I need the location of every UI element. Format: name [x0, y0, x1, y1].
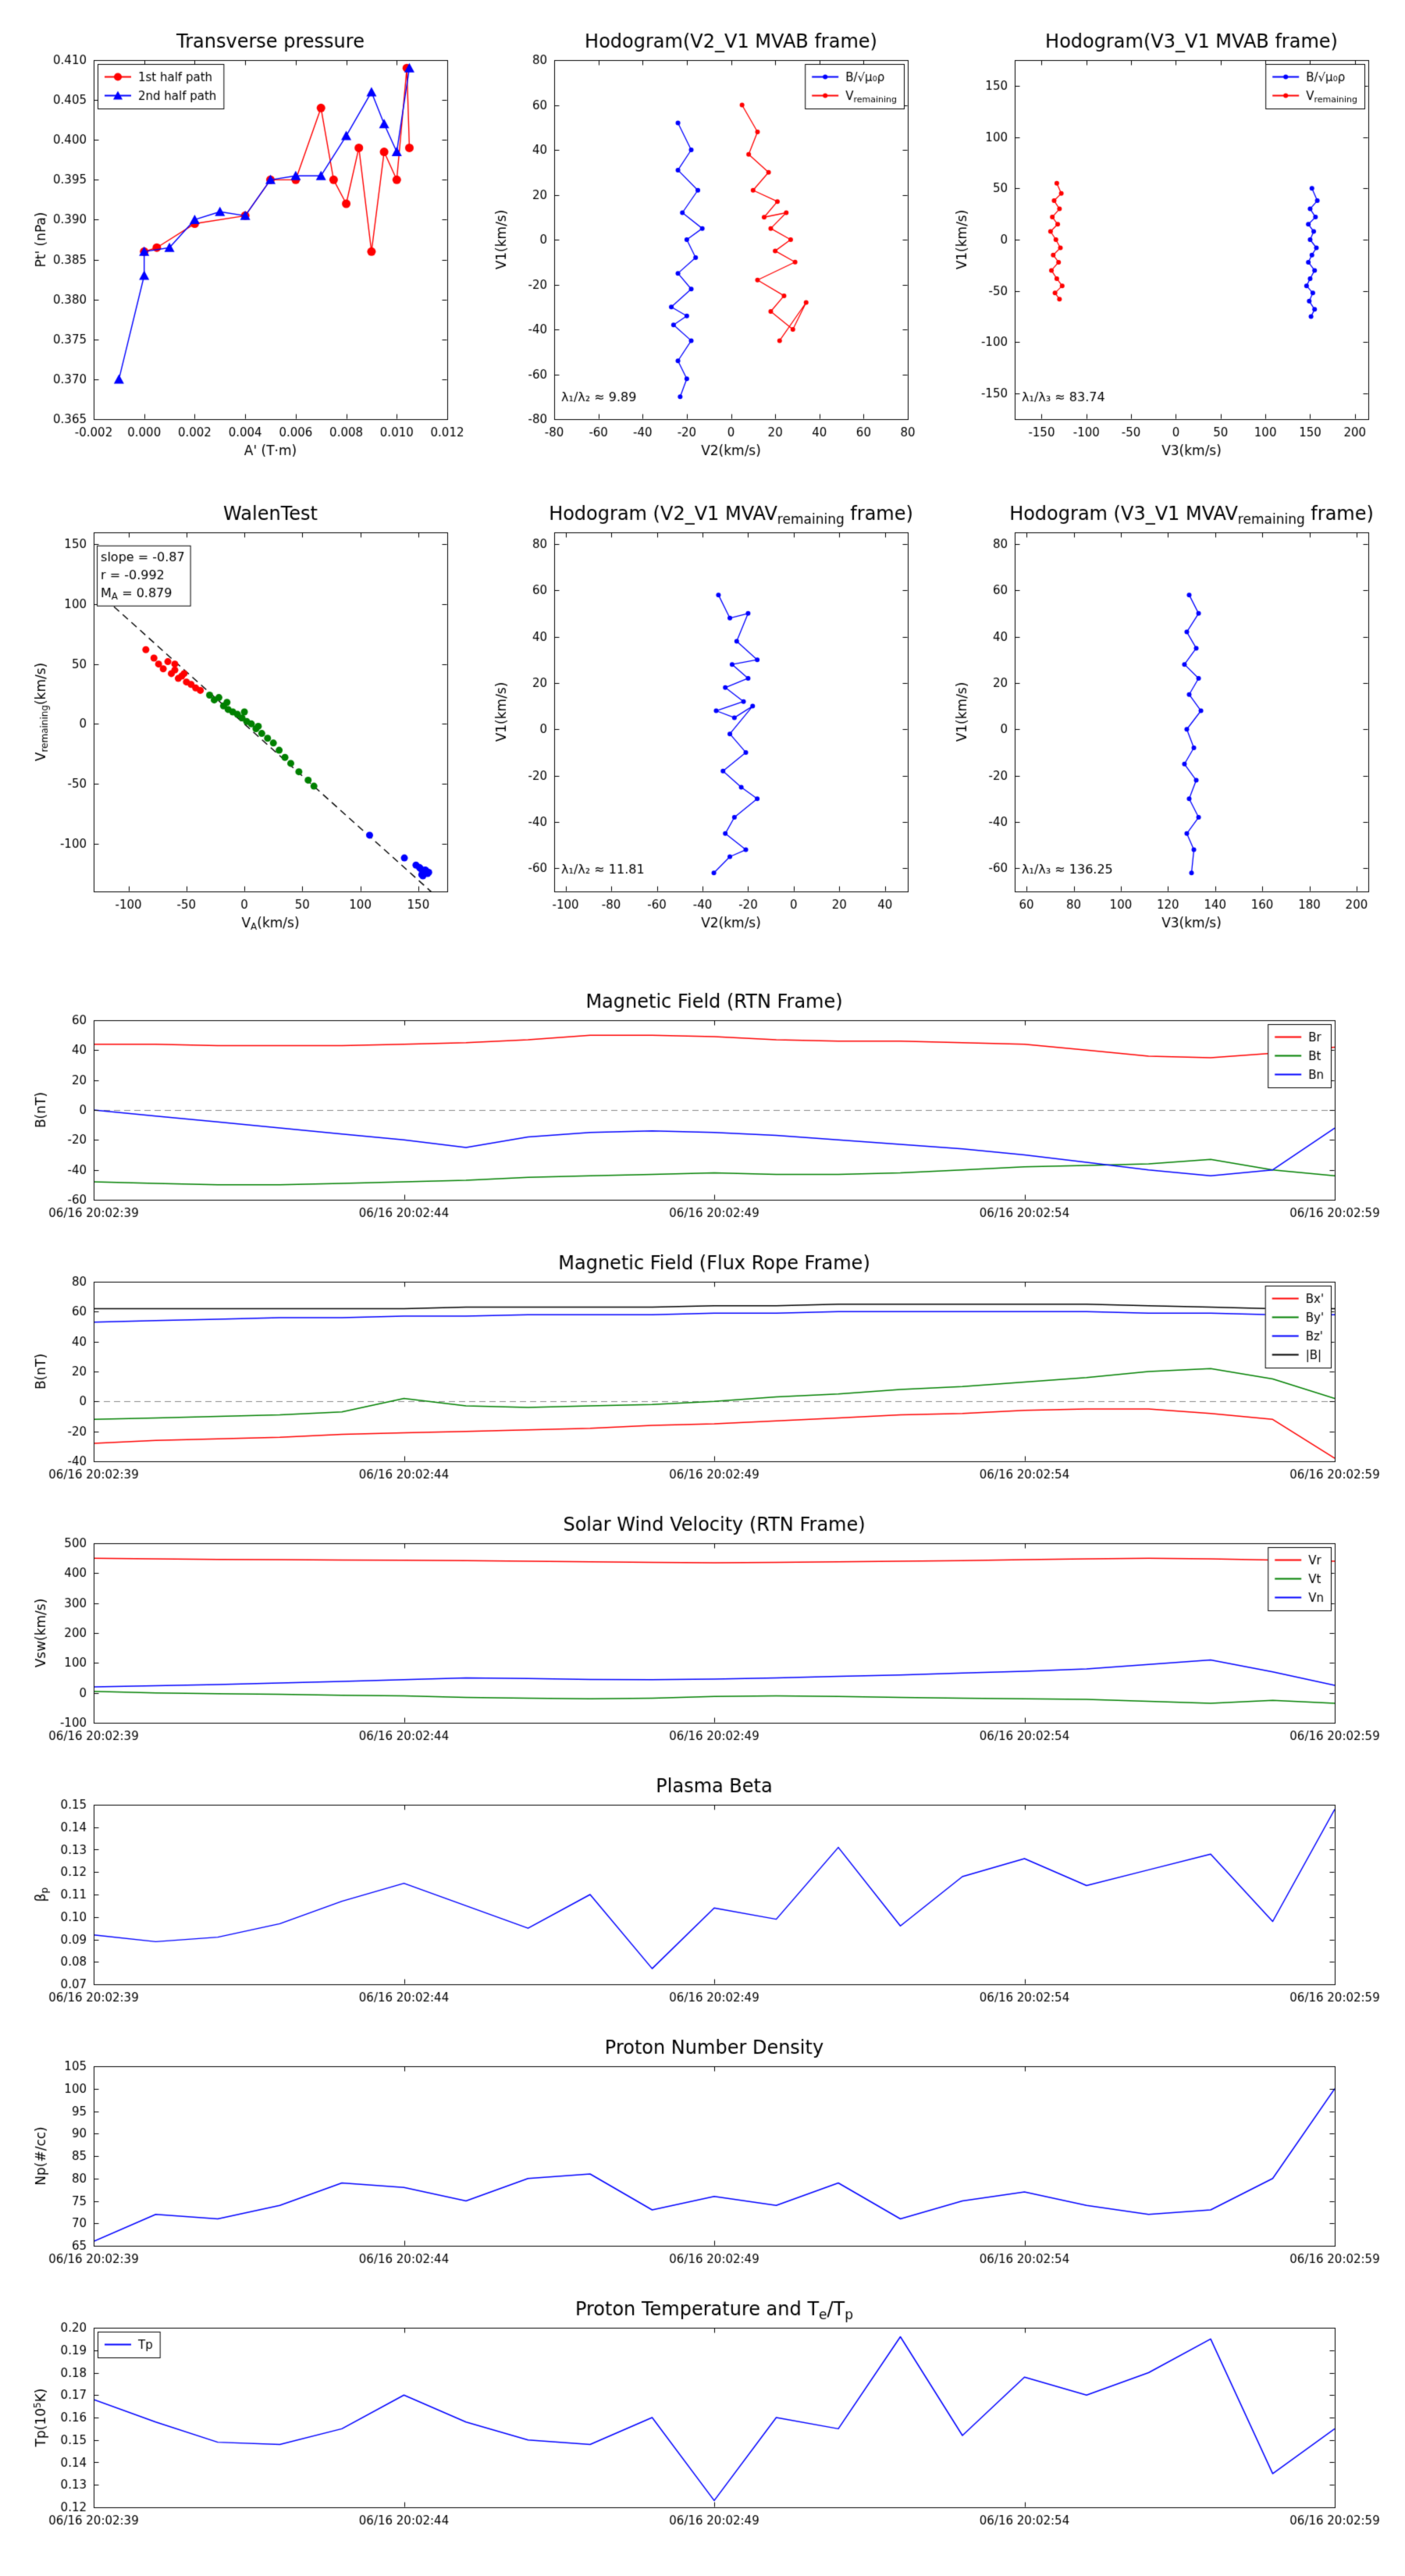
solar-wind-velocity-chart: [23, 1510, 1382, 1760]
walen-test-chart: [20, 484, 464, 952]
hodogram-v3v1-mvab-chart: [941, 12, 1385, 480]
hodogram-v3v1-mvav-chart: [941, 484, 1385, 952]
proton-density-chart: [23, 2033, 1382, 2283]
magnetic-field-rtn-chart: [23, 987, 1382, 1237]
transverse-pressure-chart: [20, 12, 464, 480]
proton-temperature-chart: [23, 2295, 1382, 2545]
plasma-beta-chart: [23, 1772, 1382, 2022]
hodogram-v2v1-mvab-chart: [480, 12, 925, 480]
hodogram-v2v1-mvav-chart: [480, 484, 925, 952]
magnetic-field-flux-rope-chart: [23, 1249, 1382, 1499]
